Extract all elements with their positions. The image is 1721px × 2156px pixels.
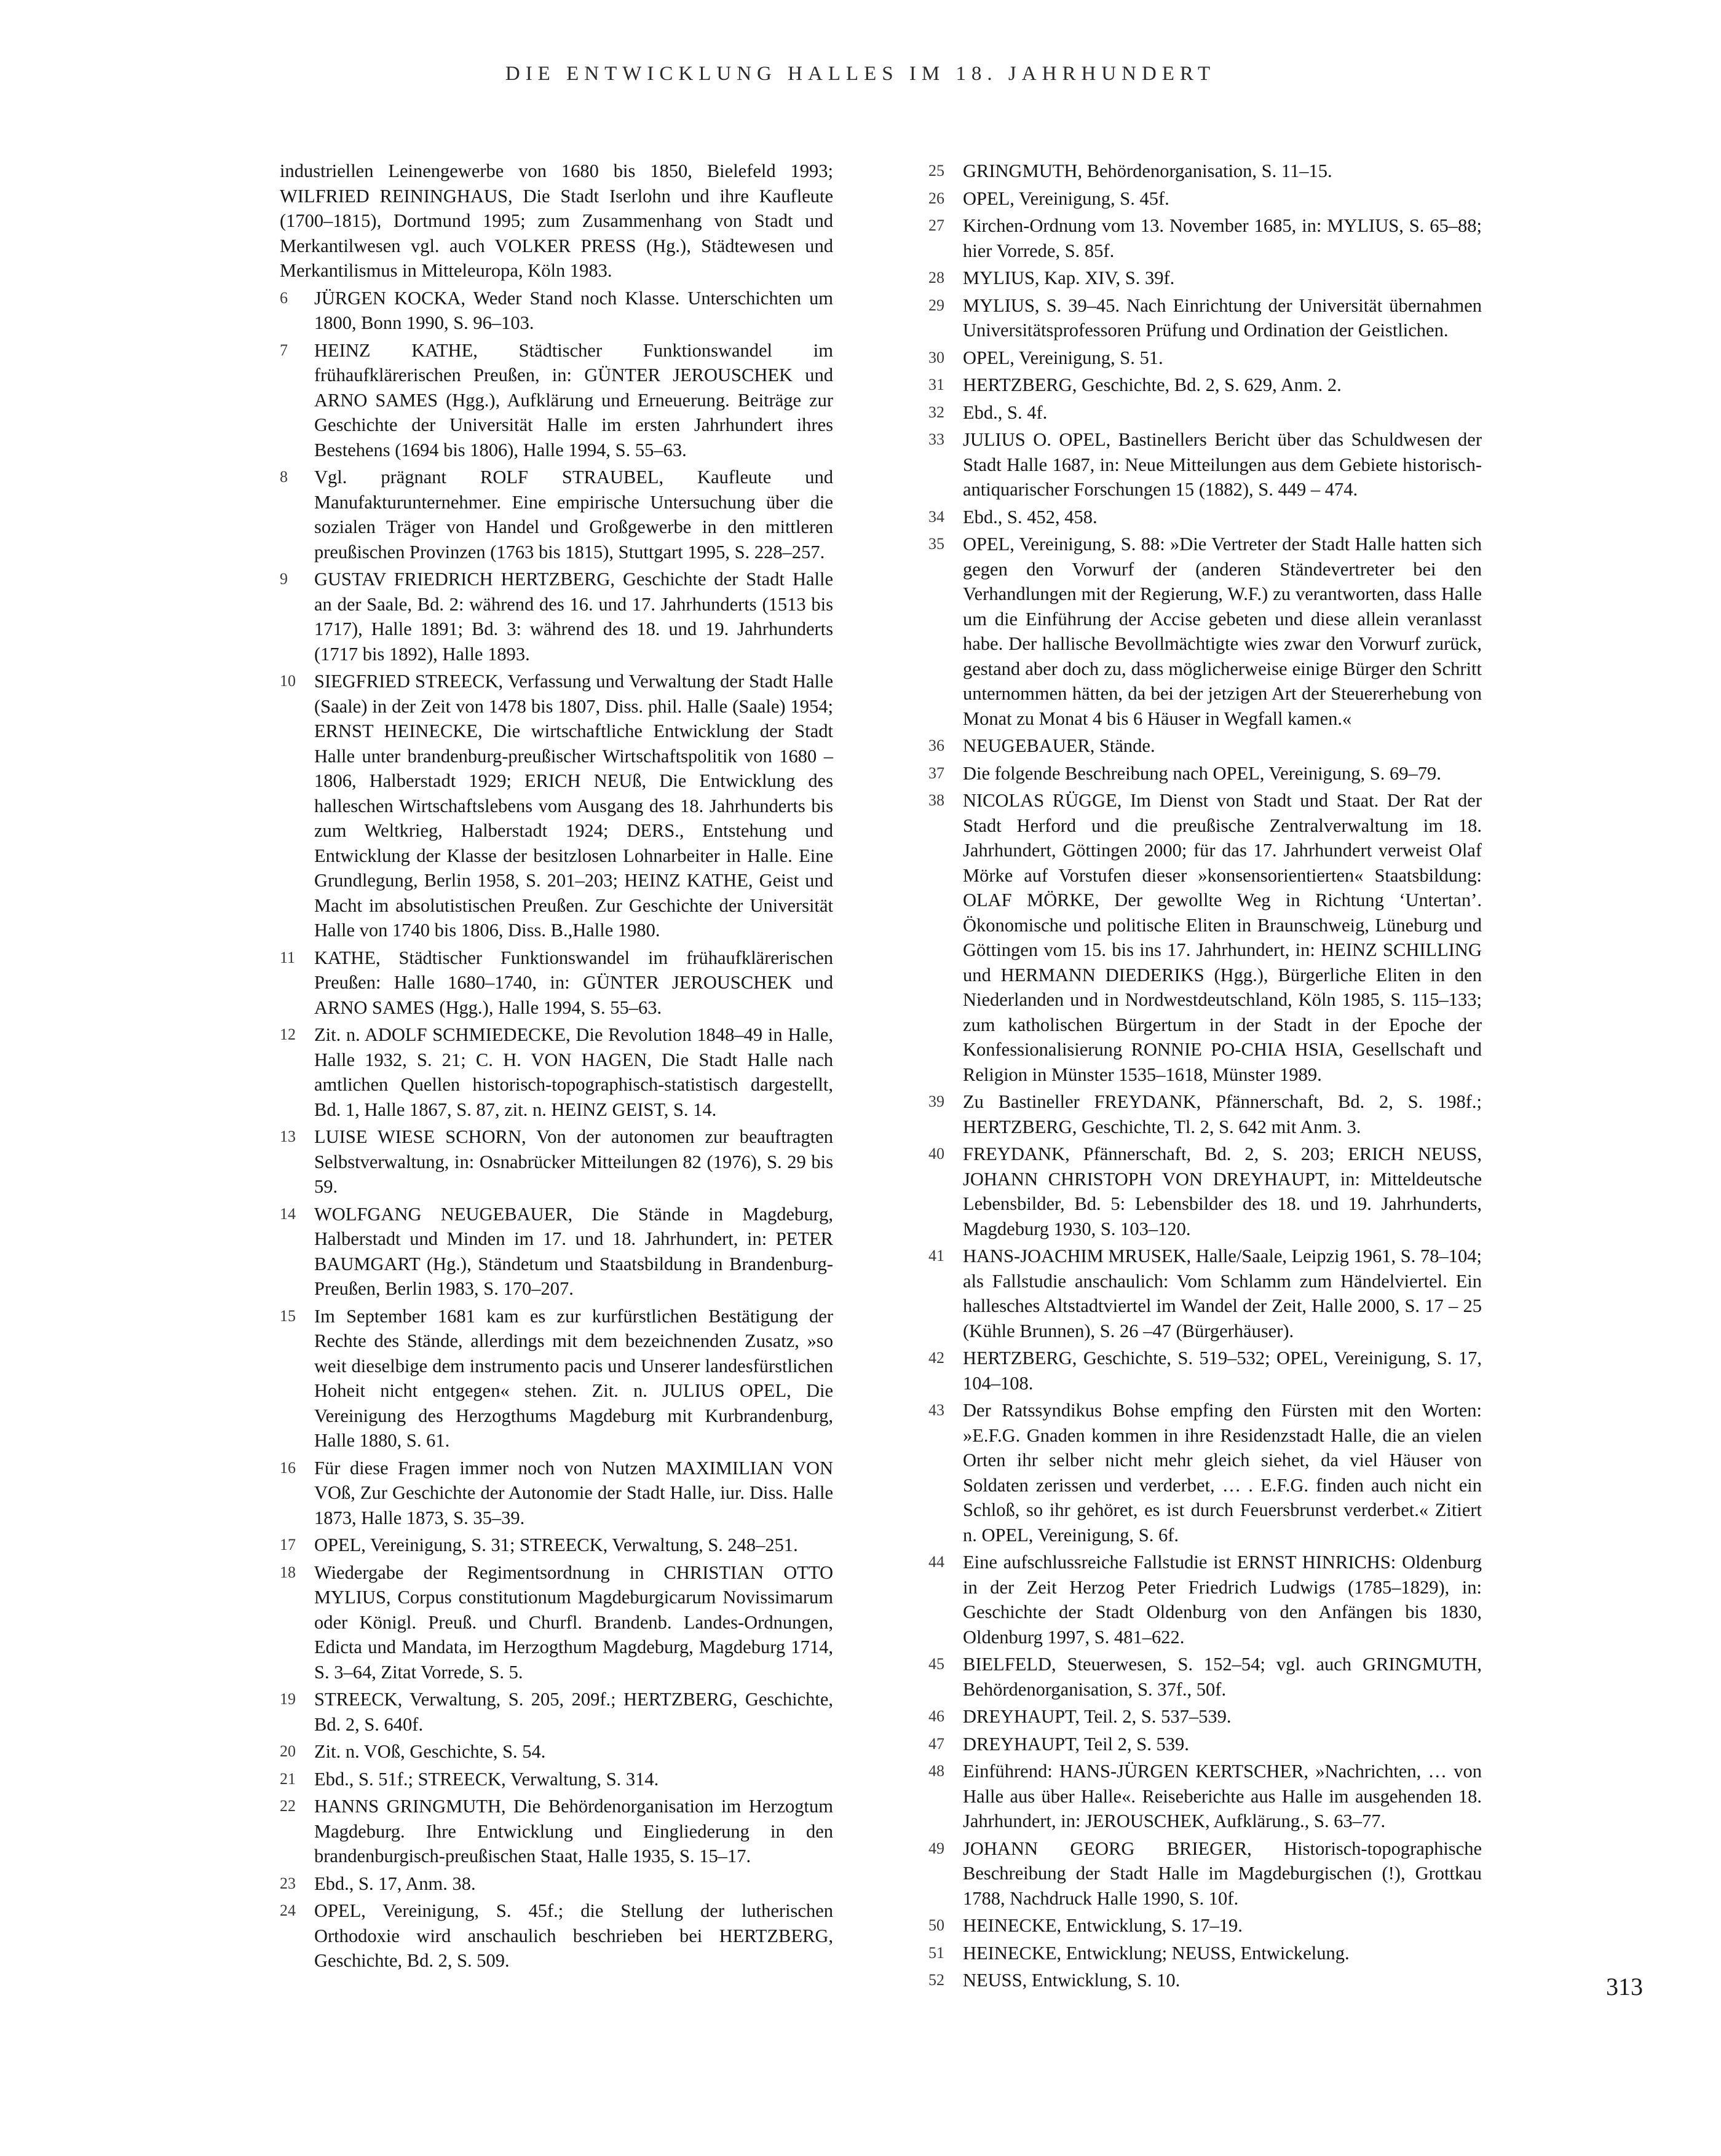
footnote-text: NEUGEBAUER, Stände. xyxy=(963,735,1155,756)
footnote xyxy=(280,946,833,1021)
footnote xyxy=(928,1968,1482,1993)
footnote-number: 20 xyxy=(280,1742,296,1760)
footnote-text: GUSTAV FRIEDRICH HERTZBERG, Geschichte der Stadt Halle an der Saale, Bd. 2: während des 16. und 17. Jahrhunderts (1513 bis 1717), Halle 1891; Bd. 3: während des 18. und 19. Jahrhunderts (1717 bis 1892), Halle 1893. xyxy=(314,569,833,665)
footnote-text: JÜRGEN KOCKA, Weder Stand noch Klasse. Unterschichten um 1800, Bonn 1990, S. 96–103. xyxy=(314,287,833,333)
footnote-text: JOHANN GEORG BRIEGER, Historisch-topographische Beschreibung der Stadt Halle im Magdeburgischen (!), Grottkau 1788, Nachdruck Halle 1990, S. 10f. xyxy=(963,1838,1482,1909)
footnote xyxy=(280,1202,833,1301)
page-number: 313 xyxy=(1606,1973,1643,2000)
running-head: DIE ENTWICKLUNG HALLES IM 18. JAHRHUNDERT xyxy=(505,63,1216,85)
footnote-text: Einführend: HANS-JÜRGEN KERTSCHER, »Nachrichten, … von Halle aus über Halle«. Reiseberichte aus Halle im ausgehenden 18. Jahrhundert, in: JEROUSCHEK, Aufklärung., S. 63–77. xyxy=(963,1761,1482,1831)
right-footnote-column xyxy=(928,159,1482,1996)
footnote xyxy=(928,532,1482,731)
footnote xyxy=(280,286,833,336)
footnote-text: OPEL, Vereinigung, S. 88: »Die Vertreter der Stadt Halle hatten sich gegen den Vorwurf der (anderen Ständevertreter bei den Verhandlungen mit der Regierung, W.F.) zu verantworten, dass Halle um die Einführung der Accise gebeten und diese allein veranlasst habe. Der hallische Bevollmächtigte wies zwar den Vorwurf zurück, gestand aber doch zu, dass möglicherweise einige Bürger den Schritt unternommen hätten, da bei der jetzigen Art der Steuererhebung von Monat zu Monat 4 bis 6 Häuser in Wegfall kamen.« xyxy=(963,534,1482,729)
footnote xyxy=(928,505,1482,530)
footnote xyxy=(928,1836,1482,1911)
footnote-number: 17 xyxy=(280,1536,296,1554)
footnote-text: OPEL, Vereinigung, S. 51. xyxy=(963,347,1163,368)
footnote-number: 10 xyxy=(280,672,296,690)
footnote xyxy=(280,1124,833,1199)
footnote-number: 42 xyxy=(928,1349,944,1367)
footnote-text: OPEL, Vereinigung, S. 31; STREECK, Verwaltung, S. 248–251. xyxy=(314,1534,798,1555)
footnote-number: 14 xyxy=(280,1204,296,1223)
footnote-text: Kirchen-Ordnung vom 13. November 1685, in: MYLIUS, S. 65–88; hier Vorrede, S. 85f. xyxy=(963,215,1482,261)
footnote xyxy=(928,733,1482,759)
footnote-text: KATHE, Städtischer Funktionswandel im frühaufklärerischen Preußen: Halle 1680–1740, in: GÜNTER JEROUSCHEK und ARNO SAMES (Hgg.), Halle 1994, S. 55–63. xyxy=(314,947,833,1018)
footnote xyxy=(928,400,1482,425)
footnote-number: 24 xyxy=(280,1901,296,1919)
footnote-number: 48 xyxy=(928,1762,944,1780)
footnote xyxy=(280,1022,833,1122)
footnote-number: 6 xyxy=(280,288,288,307)
footnote xyxy=(928,1941,1482,1966)
footnote-number: 26 xyxy=(928,189,944,207)
footnote-number: 27 xyxy=(928,216,944,234)
footnote-text: FREYDANK, Pfännerschaft, Bd. 2, S. 203; ERICH NEUSS, JOHANN CHRISTOPH VON DREYHAUPT, in: Mitteldeutsche Lebensbilder, Bd. 5: Lebensbilder des 18. und 19. Jahrhunderts, Magdeburg 1930, S. 103–120. xyxy=(963,1143,1482,1239)
footnote xyxy=(280,1871,833,1897)
footnote xyxy=(280,1739,833,1764)
footnote-text: NEUSS, Entwicklung, S. 10. xyxy=(963,1970,1181,1991)
footnote xyxy=(928,1398,1482,1547)
footnote xyxy=(280,1456,833,1531)
footnote-number: 43 xyxy=(928,1401,944,1419)
footnote xyxy=(928,427,1482,502)
footnote-number: 9 xyxy=(280,570,288,588)
footnote-number: 32 xyxy=(928,403,944,421)
footnote xyxy=(280,1687,833,1737)
footnote-text: SIEGFRIED STREECK, Verfassung und Verwaltung der Stadt Halle (Saale) in der Zeit von 1478 bis 1807, Diss. phil. Halle (Saale) 1954; ERNST HEINECKE, Die wirtschaftliche Entwicklung der Stadt Halle unter brandenburg-preußischer Wirtschaftspolitik von 1680 –1806, Halberstadt 1929; ERICH NEUß, Die Entwicklung des halleschen Wirtschaftslebens vom Ausgang des 18. Jahrhunderts bis zum Weltkrieg, Halberstadt 1924; DERS., Entstehung und Entwicklung der Klasse der besitzlosen Lohnarbeiter in Halle. Eine Grundlegung, Berlin 1958, S. 201–203; HEINZ KATHE, Geist und Macht im absolutistischen Preußen. Zur Geschichte der Universität Halle von 1740 bis 1806, Diss. B.,Halle 1980. xyxy=(314,671,833,941)
footnote-number: 51 xyxy=(928,1943,944,1962)
footnote-text: HANNS GRINGMUTH, Die Behördenorganisation im Herzogtum Magdeburg. Ihre Entwicklung und Eingliederung in den brandenburgisch-preußischen Staat, Halle 1935, S. 15–17. xyxy=(314,1796,833,1866)
footnote-text: Ebd., S. 51f.; STREECK, Verwaltung, S. 314. xyxy=(314,1768,659,1790)
footnote xyxy=(928,1244,1482,1343)
footnote-text: NICOLAS RÜGGE, Im Dienst von Stadt und Staat. Der Rat der Stadt Herford und die preußische Zentralverwaltung im 18. Jahrhundert, Göttingen 2000; für das 17. Jahrhundert verweist Olaf Mörke auf Vorstufen dieser »konsensorientierten« Staatsbildung: OLAF MÖRKE, Der gewollte Weg in Richtung ‘Untertan’. Ökonomische und politische Eliten in Braunschweig, Lüneburg und Göttingen vom 15. bis ins 17. Jahrhundert, in: HEINZ SCHILLING und HERMANN DIEDERIKS (Hgg.), Bürgerliche Eliten in den Niederlanden und in Nordwestdeutschland, Köln 1985, S. 115–133; zum katholischen Bürgertum in der Stadt in der Epoche der Konfessionalisierung RONNIE PO-CHIA HSIA, Gesellschaft und Religion in Münster 1535–1618, Münster 1989. xyxy=(963,790,1482,1085)
footnote-number: 45 xyxy=(928,1655,944,1673)
footnote-number: 40 xyxy=(928,1145,944,1163)
footnote xyxy=(928,346,1482,371)
footnote-text: HEINECKE, Entwicklung, S. 17–19. xyxy=(963,1915,1243,1936)
footnote-text: Für diese Fragen immer noch von Nutzen MAXIMILIAN VON VOß, Zur Geschichte der Autonomie der Stadt Halle, iur. Diss. Halle 1873, Halle 1873, S. 35–39. xyxy=(314,1457,833,1528)
footnote-text: DREYHAUPT, Teil 2, S. 539. xyxy=(963,1733,1189,1755)
footnote-text: STREECK, Verwaltung, S. 205, 209f.; HERTZBERG, Geschichte, Bd. 2, S. 640f. xyxy=(314,1689,833,1735)
footnote-text: Ebd., S. 452, 458. xyxy=(963,506,1098,527)
footnote xyxy=(280,1304,833,1453)
footnote-number: 22 xyxy=(280,1797,296,1815)
footnote xyxy=(280,465,833,564)
footnote xyxy=(928,266,1482,291)
footnote xyxy=(928,788,1482,1087)
footnote xyxy=(928,186,1482,211)
footnote-number: 39 xyxy=(928,1092,944,1110)
footnote-number: 11 xyxy=(280,948,296,966)
footnote-number: 21 xyxy=(280,1769,296,1788)
footnote xyxy=(280,1560,833,1685)
footnote-number: 8 xyxy=(280,468,288,486)
footnote xyxy=(280,669,833,943)
footnote-number: 46 xyxy=(928,1707,944,1725)
footnote-number: 13 xyxy=(280,1127,296,1145)
footnote-text: Vgl. prägnant ROLF STRAUBEL, Kaufleute und Manufakturunternehmer. Eine empirische Untersuchung über die sozialen Träger von Handel und Großgewerbe in den mittleren preußischen Provinzen (1763 bis 1815), Stuttgart 1995, S. 228–257. xyxy=(314,467,833,563)
footnote-text: Der Ratssyndikus Bohse empfing den Fürsten mit den Worten: »E.F.G. Gnaden kommen in ihre Residenzstadt Halle, die an vielen Orten ihr selber nicht mehr gleich siehet, da viel Häuser von Soldaten zerissen und verderbet, … . E.F.G. finden auch nicht ein Schloß, so ihr gehöret, es ist durch Feuersbrunst verderbet.« Zitiert n. OPEL, Vereinigung, S. 6f. xyxy=(963,1400,1482,1546)
footnote xyxy=(928,1732,1482,1757)
footnote-number: 25 xyxy=(928,162,944,180)
footnote xyxy=(928,1704,1482,1729)
footnote-text: GRINGMUTH, Behördenorganisation, S. 11–15. xyxy=(963,160,1332,181)
footnote-text: Im September 1681 kam es zur kurfürstlichen Bestätigung der Rechte des Stände, allerdings mit dem bezeichnenden Zusatz, »so weit dieselbige dem instrumento pacis und Unserer landesfürstlichen Hoheit nicht entgegen« stehen. Zit. n. JULIUS OPEL, Die Vereinigung des Herzogthums Magdeburg mit Kurbrandenburg, Halle 1880, S. 61. xyxy=(314,1305,833,1451)
footnote xyxy=(928,1346,1482,1396)
footnote-text: Zit. n. VOß, Geschichte, S. 54. xyxy=(314,1741,546,1762)
footnote-text: WOLFGANG NEUGEBAUER, Die Stände in Magdeburg, Halberstadt und Minden im 17. und 18. Jahrhundert, in: PETER BAUMGART (Hg.), Ständetum und Staatsbildung in Brandenburg-Preußen, Berlin 1983, S. 170–207. xyxy=(314,1203,833,1299)
footnote-number: 47 xyxy=(928,1734,944,1753)
footnote xyxy=(280,1533,833,1558)
footnote-text: Zit. n. ADOLF SCHMIEDECKE, Die Revolution 1848–49 in Halle, Halle 1932, S. 21; C. H. VON HAGEN, Die Stadt Halle nach amtlichen Quellen historisch-topographisch-statistisch dargestellt, Bd. 1, Halle 1867, S. 87, zit. n. HEINZ GEIST, S. 14. xyxy=(314,1024,833,1120)
footnote xyxy=(280,1767,833,1792)
footnote-text: Zu Bastineller FREYDANK, Pfännerschaft, Bd. 2, S. 198f.; HERTZBERG, Geschichte, Tl. 2, S. 642 mit Anm. 3. xyxy=(963,1091,1482,1137)
footnote-text: Ebd., S. 4f. xyxy=(963,401,1048,423)
footnote-text: HERTZBERG, Geschichte, S. 519–532; OPEL, Vereinigung, S. 17, 104–108. xyxy=(963,1348,1482,1394)
footnote-number: 12 xyxy=(280,1025,296,1043)
footnote-number: 37 xyxy=(928,764,944,782)
footnote xyxy=(928,373,1482,398)
footnote-number: 33 xyxy=(928,430,944,448)
footnote-number: 28 xyxy=(928,269,944,286)
footnote-number: 38 xyxy=(928,791,944,809)
footnote-text: HERTZBERG, Geschichte, Bd. 2, S. 629, Anm. 2. xyxy=(963,374,1342,395)
footnote-text: LUISE WIESE SCHORN, Von der autonomen zur beauftragten Selbstverwaltung, in: Osnabrücker Mitteilungen 82 (1976), S. 29 bis 59. xyxy=(314,1126,833,1197)
footnote xyxy=(928,1759,1482,1834)
footnote-number: 36 xyxy=(928,736,944,754)
footnote-number: 29 xyxy=(928,296,944,314)
footnote-text: Wiedergabe der Regimentsordnung in CHRISTIAN OTTO MYLIUS, Corpus constitutionum Magdeburgicarum Novissimarum oder Königl. Preuß. und Churfl. Brandenb. Landes-Ordnungen, Edicta und Mandata, im Herzogthum Magdeburg, Magdeburg 1714, S. 3–64, Zitat Vorrede, S. 5. xyxy=(314,1562,833,1683)
footnote-text: HEINECKE, Entwicklung; NEUSS, Entwickelung. xyxy=(963,1942,1350,1964)
footnote xyxy=(928,1652,1482,1702)
footnote-number: 16 xyxy=(280,1458,296,1477)
footnote-text: MYLIUS, Kap. XIV, S. 39f. xyxy=(963,267,1175,288)
footnote xyxy=(928,761,1482,786)
footnote xyxy=(928,1913,1482,1938)
footnote-number: 49 xyxy=(928,1839,944,1857)
footnote-number: 18 xyxy=(280,1563,296,1581)
footnote-number: 23 xyxy=(280,1874,296,1892)
footnote xyxy=(280,159,833,283)
footnote-number: 50 xyxy=(928,1916,944,1934)
footnote xyxy=(280,1794,833,1869)
footnote-text: OPEL, Vereinigung, S. 45f.; die Stellung der lutherischen Orthodoxie wird anschaulich beschrieben bei HERTZBERG, Geschichte, Bd. 2, S. 509. xyxy=(314,1900,833,1971)
footnote-text: DREYHAUPT, Teil. 2, S. 537–539. xyxy=(963,1706,1232,1727)
footnote-number: 35 xyxy=(928,535,944,553)
footnote-text: MYLIUS, S. 39–45. Nach Einrichtung der Universität übernahmen Universitätsprofessoren Prüfung und Ordination der Geistlichen. xyxy=(963,294,1482,341)
footnote-text: OPEL, Vereinigung, S. 45f. xyxy=(963,188,1169,209)
footnote xyxy=(928,293,1482,343)
footnote-number: 41 xyxy=(928,1247,944,1265)
footnote-number: 19 xyxy=(280,1690,296,1708)
footnote-text: Die folgende Beschreibung nach OPEL, Vereinigung, S. 69–79. xyxy=(963,762,1441,784)
footnote xyxy=(280,1898,833,1973)
left-footnote-column xyxy=(280,159,833,1976)
footnote-text: BIELFELD, Steuerwesen, S. 152–54; vgl. auch GRINGMUTH, Behördenorganisation, S. 37f., 50f. xyxy=(963,1654,1482,1700)
footnote xyxy=(928,213,1482,263)
footnote xyxy=(280,567,833,666)
footnote-number: 31 xyxy=(928,376,944,393)
footnote-number: 15 xyxy=(280,1306,296,1325)
footnote-text: Eine aufschlussreiche Fallstudie ist ERNST HINRICHS: Oldenburg in der Zeit Herzog Peter Friedrich Ludwigs (1785–1829), in: Geschichte der Stadt Oldenburg von den Anfängen bis 1830, Oldenburg 1997, S. 481–622. xyxy=(963,1552,1482,1648)
footnote xyxy=(928,1550,1482,1649)
footnote-number: 44 xyxy=(928,1553,944,1571)
footnote-text: HANS-JOACHIM MRUSEK, Halle/Saale, Leipzig 1961, S. 78–104; als Fallstudie anschaulich: Vom Schlamm zum Händelviertel. Ein hallesches Altstadtviertel im Wandel der Zeit, Halle 2000, S. 17 – 25 (Kühle Brunnen), S. 26 –47 (Bürgerhäuser). xyxy=(963,1246,1482,1341)
footnote-text: HEINZ KATHE, Städtischer Funktionswandel im frühaufklärerischen Preußen, in: GÜNTER JEROUSCHEK und ARNO SAMES (Hgg.), Aufklärung und Erneuerung. Beiträge zur Geschichte der Universität Halle im ersten Jahrhundert ihres Bestehens (1694 bis 1806), Halle 1994, S. 55–63. xyxy=(314,339,833,460)
footnote xyxy=(280,338,833,463)
footnote-text: JULIUS O. OPEL, Bastinellers Bericht über das Schuldwesen der Stadt Halle 1687, in: Neue Mitteilungen aus dem Gebiete historisch-antiquarischer Forschungen 15 (1882), S. 449 – 474. xyxy=(963,429,1482,500)
footnote-number: 30 xyxy=(928,348,944,366)
footnote-text: industriellen Leinengewerbe von 1680 bis 1850, Bielefeld 1993; WILFRIED REININGHAUS, Die Stadt Iserlohn und ihre Kaufleute (1700–1815), Dortmund 1995; zum Zusammenhang von Stadt und Merkantilwesen vgl. auch VOLKER PRESS (Hg.), Städtewesen und Merkantilismus in Mitteleuropa, Köln 1983. xyxy=(280,160,833,281)
footnote xyxy=(928,159,1482,184)
footnote-number: 52 xyxy=(928,1971,944,1989)
footnote-number: 7 xyxy=(280,341,288,359)
footnote xyxy=(928,1089,1482,1139)
footnote xyxy=(928,1142,1482,1241)
footnote-number: 34 xyxy=(928,507,944,526)
footnote-text: Ebd., S. 17, Anm. 38. xyxy=(314,1873,476,1894)
